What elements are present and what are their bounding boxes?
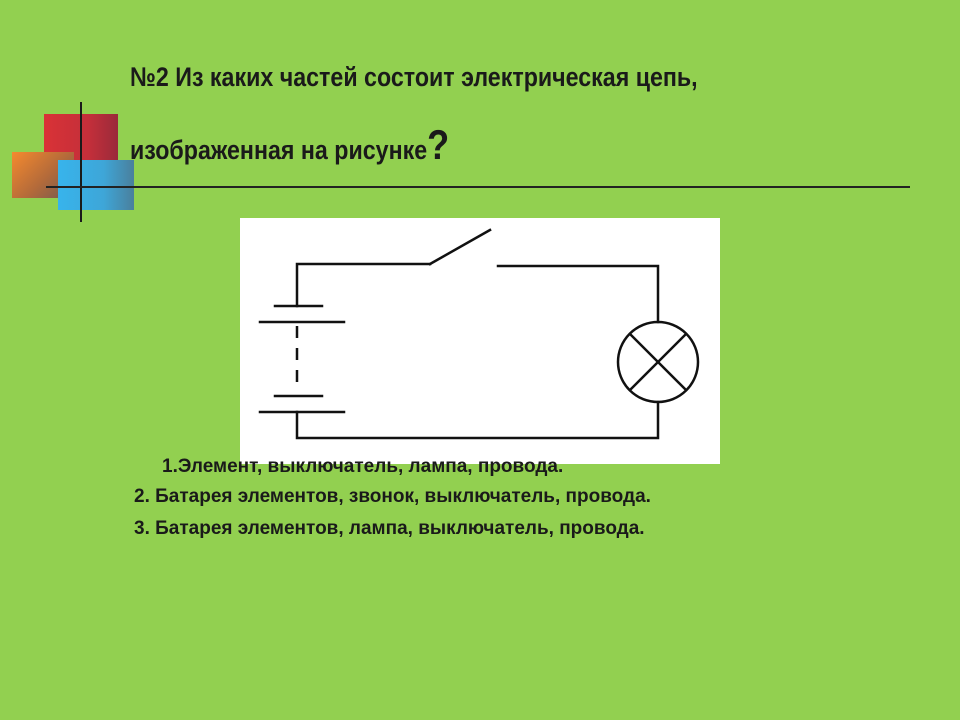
answer-option-1: 1.Элемент, выключатель, лампа, провода. xyxy=(162,456,564,477)
title-line-2 xyxy=(130,121,809,184)
answer-option-2: 2. Батарея элементов, звонок, выключатель, провода. xyxy=(134,486,651,507)
title-underline xyxy=(46,186,910,188)
decor-vertical-line xyxy=(80,102,82,222)
wire-top-right xyxy=(498,266,658,322)
switch-symbol xyxy=(430,230,490,264)
circuit-diagram-svg xyxy=(240,218,720,464)
wire-bottom xyxy=(297,402,658,438)
answer-option-3: 3. Батарея элементов, лампа, выключатель, провода. xyxy=(134,518,645,539)
circuit-diagram xyxy=(240,218,720,464)
question-title xyxy=(130,64,920,184)
wire-top-left xyxy=(297,264,430,306)
title-line-2-text: изображенная на рисунке xyxy=(130,135,428,165)
title-line-1: №2 Из каких частей состоит электрическая цепь, xyxy=(130,62,698,92)
decor-blue-square xyxy=(58,160,134,210)
question-mark: ? xyxy=(427,121,450,168)
